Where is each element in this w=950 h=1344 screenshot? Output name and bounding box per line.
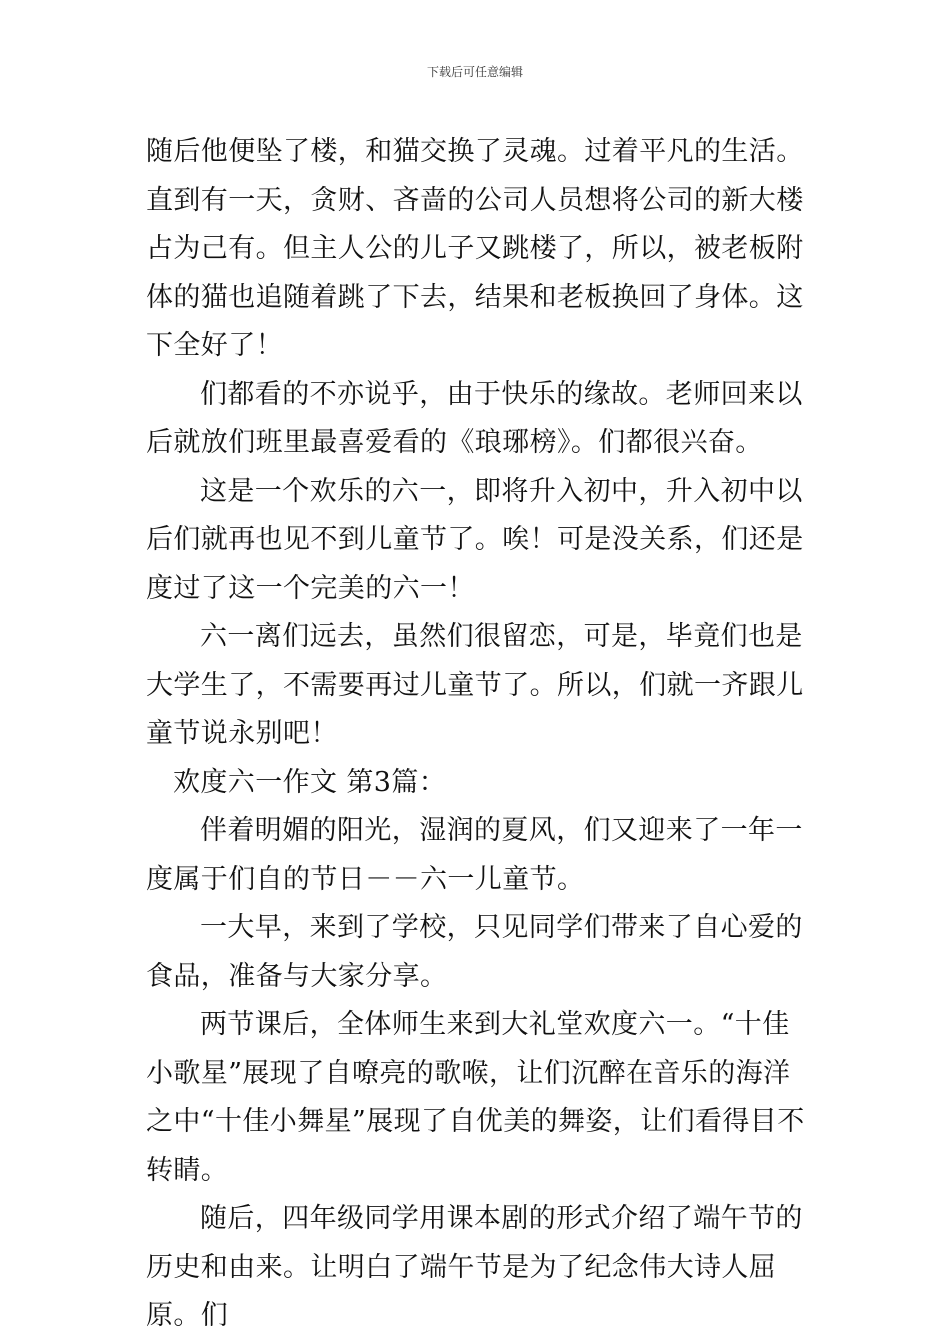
paragraph-4: 六一离们远去，虽然们很留恋，可是，毕竟们也是大学生了，不需要再过儿童节了。所以，们就一齐跟儿童节说永别吧！ (146, 621, 804, 749)
section-heading: 欢度六一作文 第3篇： (173, 766, 447, 798)
paragraph-6: 一大早，来到了学校，只见同学们带来了自心爱的食品，准备与大家分享。 (146, 912, 803, 992)
paragraph-8: 随后，四年级同学用课本剧的形式介绍了端午节的历史和由来。让明白了端午节是为了纪念伟大诗人屈原。们 (146, 1203, 803, 1331)
document-body (146, 128, 811, 1341)
paragraph-3: 这是一个欢乐的六一，即将升入初中，升入初中以后们就再也见不到儿童节了。唉！可是没关系，们还是度过了这一个完美的六一！ (146, 475, 804, 604)
paragraph-7: 两节课后，全体师生来到大礼堂欢度六一。“十佳小歌星”展现了自嘹亮的歌喉，让们沉醉在音乐的海洋之中“十佳小舞星”展现了自优美的舞姿，让们看得目不转睛。 (146, 1009, 805, 1186)
paragraph-5: 伴着明媚的阳光，湿润的夏风，们又迎来了一年一度属于们自的节日－－六一儿童节。 (146, 815, 803, 895)
page-header-note: 下载后可任意编辑 (426, 65, 523, 79)
paragraph-1: 随后他便坠了楼，和猫交换了灵魂。过着平凡的生活。直到有一天，贪财、吝啬的公司人员想将公司的新大楼占为己有。但主人公的儿子又跳楼了，所以，被老板附体的猫也追随着跳了下去，结果和老板换回了身体。这下全好了！ (146, 136, 804, 361)
paragraph-2: 们都看的不亦说乎，由于快乐的缘故。老师回来以后就放们班里最喜爱看的《琅琊榜》。们都很兴奋。 (146, 378, 803, 458)
